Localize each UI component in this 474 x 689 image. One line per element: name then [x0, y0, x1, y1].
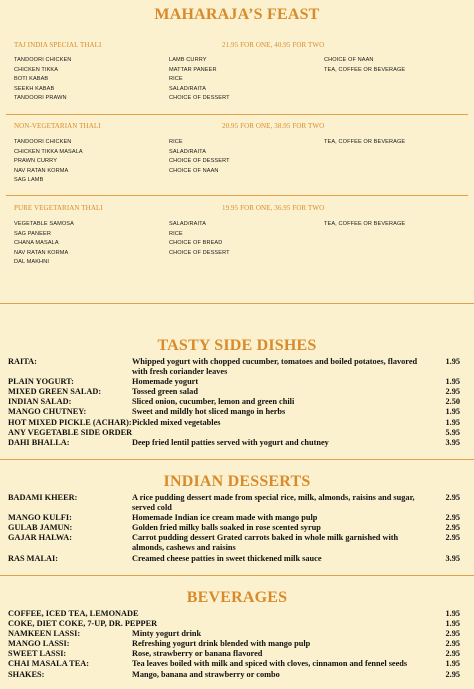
item-name: MIXED GREEN SALAD:	[8, 387, 102, 397]
thali-items-col-3	[324, 138, 405, 148]
menu-item	[8, 649, 460, 659]
beverages-list	[8, 609, 460, 680]
thali-item: VEGETABLE SAMOSA	[14, 221, 74, 227]
item-price: 2.95	[445, 533, 460, 543]
item-name: PLAIN YOGURT:	[8, 377, 74, 387]
thali-item: SAG LAMB	[14, 177, 44, 184]
thali-items-col-3	[324, 56, 405, 75]
menu-item	[8, 609, 460, 619]
item-price: 3.95	[445, 437, 460, 447]
item-price: 2.95	[445, 387, 460, 397]
item-name: COKE, DIET COKE, 7-UP, DR. PEPPER	[8, 619, 158, 629]
thali-item: TANDOORI PRAWN	[14, 95, 67, 102]
menu-item	[8, 639, 460, 649]
thali-name: TAJ INDIA SPECIAL THALI	[14, 41, 102, 49]
item-price: 2.95	[445, 649, 460, 659]
thali-item: SAG PANEER	[14, 230, 51, 237]
item-price: 1.95	[445, 659, 460, 669]
thali-item: SEEKH KABAB	[14, 85, 55, 92]
thali-item: TEA, COFFEE OR BEVERAGE	[324, 139, 406, 145]
item-price: 1.95	[445, 609, 460, 618]
item-price: 2.50	[445, 397, 460, 407]
item-description: Deep fried lentil patties served with yogurt and chutney	[132, 437, 329, 447]
thali-items-col-2	[169, 138, 230, 176]
item-description: Whipped yogurt with chopped cucumber, tomatoes and boiled potatoes, flavored with fresh coriander leaves	[132, 357, 418, 377]
thali-item: RICE	[169, 76, 183, 83]
thali-price: 20.95 FOR ONE, 38.95 FOR TWO	[222, 122, 325, 130]
item-name: MANGO LASSI:	[8, 639, 70, 649]
item-name: HOT MIXED PICKLE (ACHAR):	[8, 417, 132, 427]
thali-items-col-1	[14, 220, 74, 268]
thali-item: MATTAR PANEER	[169, 66, 217, 73]
item-name: MANGO CHUTNEY:	[8, 407, 87, 417]
thali-item: CHOICE OF DESSERT	[169, 95, 230, 102]
thali-item: CHICKEN TIKKA MASALA	[14, 148, 83, 155]
thali-item: CHOICE OF DESSERT	[169, 249, 230, 256]
item-description: A rice pudding dessert made from special rice, milk, almonds, raisins and sugar, served cold	[132, 493, 415, 513]
thali-item: TANDOORI CHICKEN	[14, 139, 72, 145]
desserts-title: INDIAN DESSERTS	[163, 473, 311, 490]
thali-header	[14, 204, 460, 216]
item-name: COFFEE, ICED TEA, LEMONADE	[8, 609, 139, 618]
item-name: MANGO KULFI:	[8, 513, 72, 523]
item-description: Homemade yogurt	[132, 377, 199, 387]
item-price: 2.95	[445, 669, 460, 679]
item-description: Minty yogurt drink	[132, 629, 202, 639]
menu-item	[8, 670, 460, 680]
thali-name: NON-VEGETARIAN THALI	[14, 122, 101, 130]
thali-item: CHOICE OF DESSERT	[169, 158, 230, 165]
item-description: Golden fried milky balls soaked in rose scented syrup	[132, 523, 321, 533]
thali-item: RICE	[169, 139, 183, 145]
item-description: Creamed cheese patties in sweet thickened milk sauce	[132, 553, 322, 563]
thali-item: NAV RATAN KORMA	[14, 167, 69, 174]
thali-item: RICE	[169, 230, 183, 237]
side-dishes-title: TASTY SIDE DISHES	[157, 337, 317, 354]
item-name: RAS MALAI:	[8, 553, 59, 563]
item-price: 2.95	[445, 523, 460, 533]
thali-item: PRAWN CURRY	[14, 158, 58, 165]
section-divider	[6, 114, 468, 115]
feast-bottom-divider	[0, 303, 474, 304]
thali-header	[14, 122, 460, 134]
side-dishes-divider	[0, 459, 474, 460]
thali-item: TEA, COFFEE OR BEVERAGE	[324, 221, 406, 227]
menu-item	[8, 407, 460, 417]
thali-items-col-2	[169, 220, 230, 258]
item-price: 1.95	[445, 377, 460, 387]
menu-item	[8, 629, 460, 639]
item-name: ANY VEGETABLE SIDE ORDER	[8, 427, 133, 437]
item-description: Homemade Indian ice cream made with mango pulp	[132, 513, 318, 523]
item-price: 3.95	[445, 553, 460, 563]
thali-item: CHOICE OF NAAN	[324, 57, 374, 63]
thali-item: BOTI KABAB	[14, 76, 49, 83]
thali-items-col-1	[14, 138, 83, 186]
item-description: Carrot pudding dessert Grated carrots baked in whole milk garnished with almonds, cashews and raisins	[132, 533, 399, 553]
item-description: Refreshing yogurt drink blended with mango pulp	[132, 639, 311, 649]
menu-item	[8, 523, 460, 533]
item-name: SHAKES:	[8, 669, 45, 679]
item-name: CHAI MASALA TEA:	[8, 659, 89, 669]
menu-item	[8, 533, 460, 553]
maharajas-feast-title: MAHARAJA’S FEAST	[154, 6, 320, 23]
item-description: Pickled mixed vegetables	[132, 417, 221, 427]
thali-items-col-2	[169, 56, 230, 104]
menu-item	[8, 418, 460, 428]
item-name: RAITA:	[8, 357, 37, 366]
menu-item	[8, 377, 460, 387]
desserts-divider	[0, 575, 474, 576]
item-price: 2.95	[445, 629, 460, 639]
menu-item	[8, 387, 460, 397]
thali-item: TANDOORI CHICKEN	[14, 57, 72, 63]
menu-item	[8, 513, 460, 523]
thali-item: SALAD/RAITA	[169, 221, 207, 227]
item-price: 1.95	[445, 357, 460, 366]
thali-price: 21.95 FOR ONE, 40.95 FOR TWO	[222, 41, 325, 49]
thali-item: LAMB CURRY	[169, 57, 207, 63]
item-name: DAHI BHALLA:	[8, 437, 70, 447]
thali-price: 19.95 FOR ONE, 36.95 FOR TWO	[222, 204, 325, 212]
menu-item	[8, 438, 460, 448]
item-name: NAMKEEN LASSI:	[8, 629, 81, 639]
thali-item: TEA, COFFEE OR BEVERAGE	[324, 66, 406, 73]
thali-item: SALAD/RAITA	[169, 148, 207, 155]
item-description: Tossed green salad	[132, 387, 198, 397]
menu-item	[8, 493, 460, 513]
item-description: Sweet and mildly hot sliced mango in herbs	[132, 407, 286, 417]
menu-item	[8, 357, 460, 377]
thali-item: CHOICE OF NAAN	[169, 167, 219, 174]
menu-item	[8, 428, 460, 438]
desserts-list	[8, 493, 460, 564]
item-name: GULAB JAMUN:	[8, 523, 73, 533]
item-description: Mango, banana and strawberry or combo	[132, 669, 280, 679]
item-description: Tea leaves boiled with milk and spiced with cloves, cinnamon and fennel seeds	[132, 659, 408, 669]
menu-item	[8, 659, 460, 669]
thali-item: CHOICE OF BREAD	[169, 240, 223, 247]
menu-item	[8, 619, 460, 629]
section-divider	[6, 195, 468, 196]
thali-item: SALAD/RAITA	[169, 85, 207, 92]
menu-item	[8, 554, 460, 564]
item-price: 2.95	[445, 513, 460, 523]
thali-items-col-1	[14, 56, 71, 104]
item-price: 5.95	[445, 427, 460, 437]
item-price: 2.95	[445, 639, 460, 649]
item-price: 2.95	[445, 493, 460, 502]
thali-item: NAV RATAN KORMA	[14, 249, 69, 256]
thali-name: PURE VEGETARIAN THALI	[14, 204, 103, 212]
item-description: Sliced onion, cucumber, lemon and green chili	[132, 397, 295, 407]
thali-items-col-3	[324, 220, 405, 230]
beverages-title: BEVERAGES	[186, 589, 288, 606]
thali-item: CHICKEN TIKKA	[14, 66, 59, 73]
menu-item	[8, 397, 460, 407]
item-description: Rose, strawberry or banana flavored	[132, 649, 263, 659]
item-name: SWEET LASSI:	[8, 649, 67, 659]
item-name: BADAMI KHEER:	[8, 493, 78, 502]
item-price: 1.95	[445, 417, 460, 427]
side-dishes-list	[8, 357, 460, 448]
item-name: GAJAR HALWA:	[8, 533, 73, 543]
thali-item: CHANA MASALA	[14, 240, 59, 247]
item-price: 1.95	[445, 407, 460, 417]
thali-header	[14, 41, 460, 53]
item-name: INDIAN SALAD:	[8, 397, 72, 407]
thali-item: DAL MAKHNI	[14, 259, 49, 266]
item-price: 1.95	[445, 619, 460, 629]
